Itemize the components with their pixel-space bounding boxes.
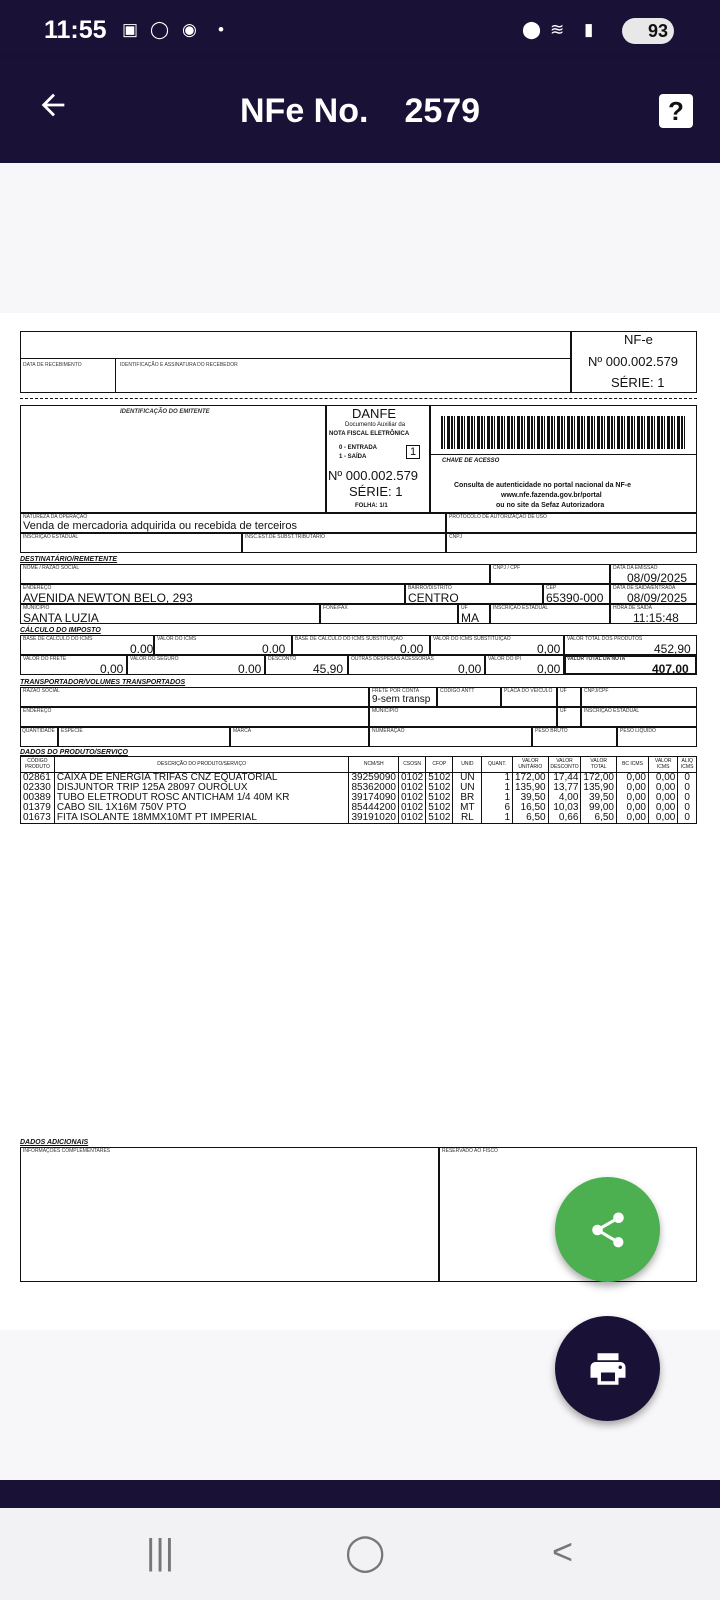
danfe-folha: FOLHA: 1/1	[355, 503, 388, 509]
consulta-line2: www.nfe.fazenda.gov.br/portal	[501, 492, 602, 499]
title-label: NFe No.	[240, 92, 369, 130]
top-spacer	[0, 163, 720, 313]
products-header-cell: VALOR ICMS	[649, 757, 678, 773]
print-icon	[587, 1348, 629, 1390]
table-cell: 0,00	[616, 773, 648, 784]
products-header-cell: QUANT.	[482, 757, 513, 773]
table-cell: 172,00	[513, 773, 549, 784]
back-arrow-icon[interactable]	[36, 88, 70, 130]
table-cell: 01379	[21, 803, 55, 813]
table-cell: 0	[678, 803, 697, 813]
transp-qtd-label: QUANTIDADE	[22, 728, 55, 734]
share-icon	[587, 1209, 629, 1251]
cut-line	[20, 398, 697, 399]
products-header-cell: DESCRIÇÃO DO PRODUTO/SERVIÇO	[54, 757, 349, 773]
table-cell: 4,00	[548, 793, 581, 803]
transp-endereco-label: ENDEREÇO	[23, 708, 52, 714]
dest-endereco-label: ENDEREÇO	[23, 585, 52, 591]
imposto-value-2: 0.00	[262, 642, 286, 656]
imposto-label-1: BASE DE CÁLCULO DO ICMS	[23, 636, 93, 642]
table-cell: 1	[482, 773, 513, 784]
dot-icon: •	[218, 20, 224, 39]
transp-ie-label: INSCRIÇÃO ESTADUAL	[584, 708, 640, 714]
products-body	[21, 773, 697, 824]
natureza-value: Venda de mercadoria adquirida ou recebida de terceiros	[23, 520, 297, 532]
danfe-title: DANFE	[352, 406, 397, 421]
transp-placa-label: PLACA DO VEÍCULO	[504, 688, 553, 694]
table-cell: 99,00	[581, 803, 617, 813]
table-cell: 0,00	[616, 813, 648, 824]
imposto-label-7: VALOR DO SEGURO	[130, 656, 179, 662]
table-cell: 172,00	[581, 773, 617, 784]
transp-especie-label: ESPÉCIE	[61, 728, 83, 734]
table-cell: 10,03	[548, 803, 581, 813]
table-cell: 0,00	[616, 793, 648, 803]
danfe-tipo: 1	[406, 445, 420, 459]
products-header-cell: NCM/SH	[349, 757, 399, 773]
table-cell: 5102	[426, 793, 453, 803]
dest-hora-label: HORA DE SAÍDA	[613, 605, 652, 611]
table-cell: 00389	[21, 793, 55, 803]
table-cell: 0,00	[649, 813, 678, 824]
danfe-saida: 1 - SAÍDA	[339, 454, 367, 460]
status-time: 11:55	[44, 16, 107, 44]
imposto-value-10: 0,00	[537, 662, 561, 676]
table-cell: CABO SIL 1X16M 750V PTO	[54, 803, 349, 813]
table-cell: 0,00	[616, 803, 648, 813]
app-bar	[0, 58, 720, 163]
imposto-value-3: 0.00	[400, 642, 424, 656]
table-cell: FITA ISOLANTE 18MMX10MT PT IMPERIAL	[54, 813, 349, 824]
imposto-value-11: 407,00	[652, 662, 689, 676]
dest-endereco: AVENIDA NEWTON BELO, 293	[23, 591, 193, 605]
transp-pb-label: PESO BRUTO	[535, 728, 568, 734]
table-cell: 0,00	[649, 793, 678, 803]
bottom-strip	[0, 1480, 720, 1508]
imposto-label-4: VALOR DO ICMS SUBSTITUIÇÃO	[433, 636, 511, 642]
danfe-numero: Nº 000.002.579	[328, 468, 419, 483]
table-cell: 17,44	[548, 773, 581, 784]
danfe-entrada: 0 - ENTRADA	[339, 445, 378, 451]
table-cell: 0,00	[649, 773, 678, 784]
danfe-doc1: Documento Auxiliar da	[345, 422, 406, 428]
dest-bairro-label: BAIRRO/DISTRITO	[408, 585, 452, 591]
system-nav-bar	[0, 1508, 720, 1600]
table-cell: DISJUNTOR TRIP 125A 28097 OUROLUX	[54, 783, 349, 793]
title-number: 2579	[404, 92, 481, 130]
share-button[interactable]	[555, 1177, 660, 1282]
transp-frete-label: FRETE POR CONTA	[372, 688, 420, 694]
table-cell: 6,50	[513, 813, 549, 824]
signal-icon: ▮	[584, 20, 594, 39]
canhoto-ident-label: IDENTIFICAÇÃO E ASSINATURA DO RECEBEDOR	[120, 362, 238, 368]
table-cell: 39174090	[349, 793, 399, 803]
dest-hora: 11:15:48	[633, 611, 679, 625]
transp-frete: 9-sem transp	[372, 694, 431, 705]
imposto-label-8: DESCONTO	[268, 656, 297, 662]
dest-saida-label: DATA DE SAÍDA/ENTRADA	[613, 585, 676, 591]
table-cell: 5102	[426, 783, 453, 793]
screenshot-icon: ▣	[122, 20, 139, 39]
transp-uf-label: UF	[560, 688, 567, 694]
products-header-cell: VALOR DESCONTO	[548, 757, 581, 773]
fisco-label: RESERVADO AO FISCO	[442, 1148, 498, 1154]
transp-uf2-label: UF	[560, 708, 567, 714]
barcode	[441, 416, 687, 449]
recent-apps-icon[interactable]: |||	[146, 1531, 175, 1572]
table-cell: 39,50	[513, 793, 549, 803]
dest-nome-label: NOME / RAZÃO SOCIAL	[23, 565, 80, 571]
protocolo-label: PROTOCOLO DE AUTORIZAÇÃO DE USO	[449, 514, 547, 520]
whatsapp-icon: ◯	[150, 20, 170, 39]
imposto-value-9: 0,00	[458, 662, 482, 676]
table-cell: MT	[453, 803, 482, 813]
table-cell: RL	[453, 813, 482, 824]
imposto-label-6: VALOR DO FRETE	[23, 656, 67, 662]
dest-bairro: CENTRO	[408, 591, 459, 605]
dest-ie-label: INSCRIÇÃO ESTADUAL	[493, 605, 549, 611]
table-cell: 1	[482, 813, 513, 824]
table-cell: 5102	[426, 803, 453, 813]
chave-label: CHAVE DE ACESSO	[442, 458, 500, 464]
table-cell: 0,66	[548, 813, 581, 824]
wifi-icon: ≋	[550, 20, 565, 39]
help-icon[interactable]: ?	[659, 94, 693, 128]
dest-cnpj-label: CNPJ / CPF	[493, 565, 521, 571]
table-cell: UN	[453, 773, 482, 784]
table-cell: 0,00	[649, 783, 678, 793]
products-header-cell: VALOR TOTAL	[581, 757, 617, 773]
imposto-value-4: 0,00	[537, 642, 561, 656]
chrome-icon: ◉	[182, 20, 197, 39]
table-cell: 5102	[426, 813, 453, 824]
table-cell: 0102	[398, 803, 425, 813]
consulta-line1: Consulta de autenticidade no portal nacional da NF-e	[454, 482, 631, 489]
cnpj-label: CNPJ	[449, 534, 463, 540]
table-cell: 0102	[398, 773, 425, 784]
produtos-section: DADOS DO PRODUTO/SERVIÇO	[20, 749, 128, 756]
danfe-doc2: NOTA FISCAL ELETRÔNICA	[329, 431, 410, 437]
table-row	[21, 813, 697, 824]
ie-st-label: INSC.EST.DE SUBST.TRIBUTÁRIO	[245, 534, 326, 540]
imposto-section: CÁLCULO DO IMPOSTO	[20, 627, 101, 634]
table-cell: UN	[453, 783, 482, 793]
page-title	[240, 92, 480, 131]
table-cell: 0,00	[616, 783, 648, 793]
emitente-label: IDENTIFICAÇÃO DO EMITENTE	[120, 409, 210, 415]
table-cell: 1	[482, 793, 513, 803]
imposto-label-10: VALOR DO IPI	[488, 656, 521, 662]
transp-razao-label: RAZÃO SOCIAL	[23, 688, 60, 694]
imposto-label-11: VALOR TOTAL DA NOTA	[567, 656, 626, 662]
canhoto-numero: Nº 000.002.579	[588, 354, 679, 369]
products-header-cell: CSOSN	[398, 757, 425, 773]
table-cell: 85444200	[349, 803, 399, 813]
products-header-cell: BC ICMS	[616, 757, 648, 773]
print-button[interactable]	[555, 1316, 660, 1421]
home-icon[interactable]: ◯	[345, 1531, 386, 1572]
table-cell: BR	[453, 793, 482, 803]
table-cell: CAIXA DE ENERGIA TRIFAS CNZ EQUATORIAL	[54, 773, 349, 784]
dest-uf: MA	[461, 611, 479, 625]
dest-cep-label: CEP	[546, 585, 557, 591]
products-header-cell: UNID	[453, 757, 482, 773]
table-cell: 02330	[21, 783, 55, 793]
products-header-cell: CFOP	[426, 757, 453, 773]
consulta-line3: ou no site da Sefaz Autorizadora	[496, 502, 605, 509]
table-cell: 0	[678, 773, 697, 784]
dest-municipio: SANTA LUZIA	[23, 611, 99, 625]
imposto-value-8: 45,90	[313, 662, 344, 676]
dest-emissao-label: DATA DA EMISSÃO	[613, 565, 658, 571]
back-nav-icon[interactable]: <	[552, 1531, 574, 1572]
imposto-label-3: BASE DE CÁLCULO DO ICMS SUBSTITUIÇÃO	[295, 636, 403, 642]
table-cell: 0,00	[649, 803, 678, 813]
adicionais-section: DADOS ADICIONAIS	[20, 1139, 89, 1146]
table-cell: 0	[678, 793, 697, 803]
table-cell: 0102	[398, 783, 425, 793]
table-cell: 16,50	[513, 803, 549, 813]
table-cell: 85362000	[349, 783, 399, 793]
imposto-label-5: VALOR TOTAL DOS PRODUTOS	[567, 636, 643, 642]
products-header-row	[21, 757, 697, 773]
table-cell: 6	[482, 803, 513, 813]
table-cell: 39191020	[349, 813, 399, 824]
products-header-cell: ALIQ ICMS	[678, 757, 697, 773]
imposto-value-7: 0.00	[238, 662, 262, 676]
table-cell: 0	[678, 783, 697, 793]
imposto-value-6: 0,00	[100, 662, 124, 676]
table-cell: 0	[678, 813, 697, 824]
status-bar	[0, 0, 720, 58]
table-cell: 13,77	[548, 783, 581, 793]
table-cell: TUBO ELETRODUT ROSC ANTICHAM 1/4 40M KR	[54, 793, 349, 803]
info-label: INFORMAÇÕES COMPLEMENTARES	[23, 1148, 111, 1154]
transp-pl-label: PESO LÍQUIDO	[620, 728, 656, 734]
dest-fone-label: FONE/FAX	[323, 605, 348, 611]
transp-numeracao-label: NUMERAÇÃO	[372, 728, 405, 734]
dest-saida: 08/09/2025	[627, 591, 688, 605]
products-header-cell: VALOR UNITÁRIO	[513, 757, 549, 773]
table-cell: 135,90	[581, 783, 617, 793]
location-icon: ⬤	[522, 20, 542, 39]
table-cell: 0102	[398, 793, 425, 803]
dest-municipio-label: MUNICÍPIO	[23, 605, 50, 611]
imposto-value-5: 452,90	[654, 642, 691, 656]
destinatario-section: DESTINATÁRIO/REMETENTE	[20, 556, 118, 563]
table-cell: 02861	[21, 773, 55, 784]
danfe-serie: SÉRIE: 1	[349, 484, 403, 499]
imposto-label-9: OUTRAS DESPESAS ACESSÓRIAS	[351, 656, 434, 662]
dest-cep: 65390-000	[546, 591, 604, 605]
table-cell: 39,50	[581, 793, 617, 803]
table-cell: 135,90	[513, 783, 549, 793]
table-cell: 1	[482, 783, 513, 793]
canhoto-data-label: DATA DE RECEBIMENTO	[23, 362, 82, 368]
products-table	[20, 756, 697, 824]
transp-municipio-label: MUNICÍPIO	[372, 708, 399, 714]
transp-cnpj-label: CNPJ/CPF	[584, 688, 609, 694]
table-cell: 39259090	[349, 773, 399, 784]
canhoto-serie: SÉRIE: 1	[611, 375, 665, 390]
dest-emissao: 08/09/2025	[627, 571, 688, 585]
transp-antt-label: CÓDIGO ANTT	[440, 688, 475, 694]
imposto-value-1: 0.00	[130, 642, 154, 656]
table-cell: 5102	[426, 773, 453, 784]
transportador-section: TRANSPORTADOR/VOLUMES TRANSPORTADOS	[20, 679, 186, 686]
imposto-label-2: VALOR DO ICMS	[157, 636, 197, 642]
battery-indicator: 93	[622, 18, 674, 44]
transp-marca-label: MARCA	[233, 728, 252, 734]
table-cell: 0102	[398, 813, 425, 824]
dest-uf-label: UF	[461, 605, 468, 611]
table-cell: 6,50	[581, 813, 617, 824]
natureza-label: NATUREZA DA OPERAÇÃO	[23, 514, 88, 520]
table-cell: 01673	[21, 813, 55, 824]
products-header-cell: CÓDIGO PRODUTO	[21, 757, 55, 773]
canhoto-nfe: NF-e	[624, 332, 653, 347]
ie-label: INSCRIÇÃO ESTADUAL	[23, 534, 79, 540]
